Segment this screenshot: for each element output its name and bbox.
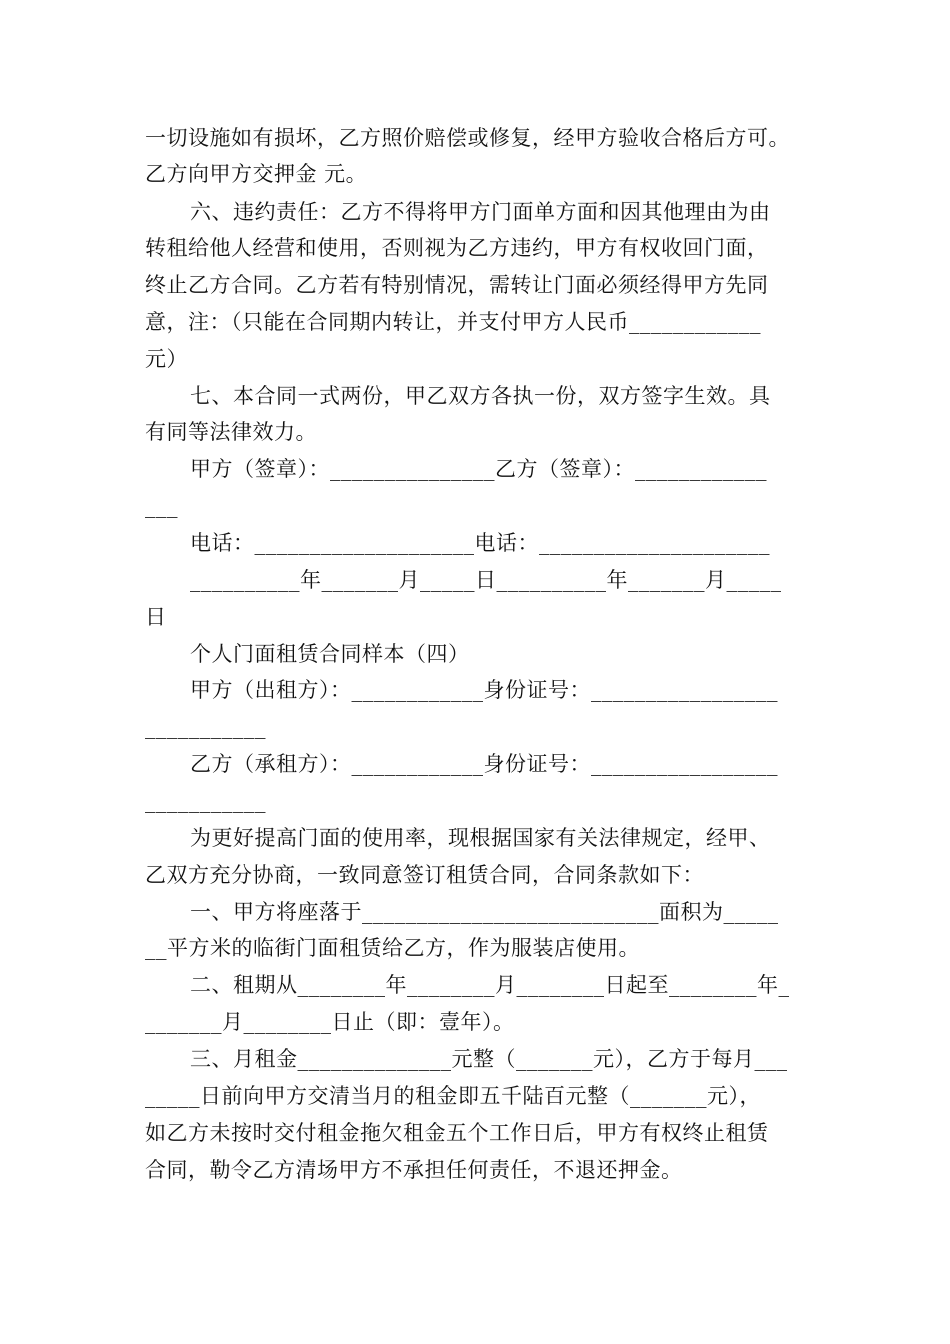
text-line: 如乙方未按时交付租金拖欠租金五个工作日后，甲方有权终止租赁 bbox=[145, 1121, 769, 1145]
text-line: 有同等法律效力。 bbox=[145, 420, 317, 444]
text-line: 六、违约责任：乙方不得将甲方门面单方面和因其他理由为由 bbox=[190, 200, 771, 224]
party-b-line: 乙方（承租方）：____________身份证号：_________________ bbox=[190, 752, 778, 776]
text-line: _______月________日止（即：壹年）。 bbox=[145, 1010, 515, 1034]
text-line: 意，注：（只能在合同期内转让，并支付甲方人民币____________ bbox=[145, 310, 761, 334]
party-b-line: ___________ bbox=[145, 789, 266, 813]
date-line: 日 bbox=[145, 605, 167, 629]
text-line: 一切设施如有损坏，乙方照价赔偿或修复，经甲方验收合格后方可。 bbox=[145, 126, 790, 150]
party-a-line: 甲方（出租方）：____________身份证号：_________________ bbox=[190, 678, 778, 702]
signature-line: 甲方（签章）：_______________乙方（签章）：____________ bbox=[190, 457, 767, 481]
text-line: 合同，勒令乙方清场甲方不承担任何责任，不退还押金。 bbox=[145, 1158, 683, 1182]
section-title: 个人门面租赁合同样本（四） bbox=[190, 642, 470, 666]
text-line: 乙双方充分协商，一致同意签订租赁合同，合同条款如下： bbox=[145, 863, 704, 887]
text-line: __平方米的临街门面租赁给乙方，作为服装店使用。 bbox=[145, 936, 640, 960]
party-a-line: ___________ bbox=[145, 715, 266, 739]
text-line: 三、月租金______________元整（_______元），乙方于每月___ bbox=[190, 1047, 788, 1071]
phone-line: 电话：____________________电话：_____________________ bbox=[190, 531, 770, 555]
text-line: 一、甲方将座落于___________________________面积为_____ bbox=[190, 900, 779, 924]
date-line: __________年_______月_____日__________年_______月_____ bbox=[190, 568, 782, 592]
text-line: 乙方向甲方交押金 元。 bbox=[145, 162, 368, 186]
text-line: 七、本合同一式两份，甲乙双方各执一份，双方签字生效。具 bbox=[190, 384, 771, 408]
text-line: 为更好提高门面的使用率，现根据国家有关法律规定，经甲、 bbox=[190, 826, 771, 850]
text-line: 元） bbox=[145, 347, 188, 371]
signature-line: ___ bbox=[145, 494, 178, 518]
text-line: _____日前向甲方交清当月的租金即五千陆百元整（_______元）， bbox=[145, 1084, 761, 1108]
text-line: 转租给他人经营和使用，否则视为乙方违约，甲方有权收回门面， bbox=[145, 236, 769, 260]
text-line: 二、租期从________年________月________日起至________年_ bbox=[190, 973, 790, 997]
text-line: 终止乙方合同。乙方若有特别情况，需转让门面必须经得甲方先同 bbox=[145, 273, 769, 297]
